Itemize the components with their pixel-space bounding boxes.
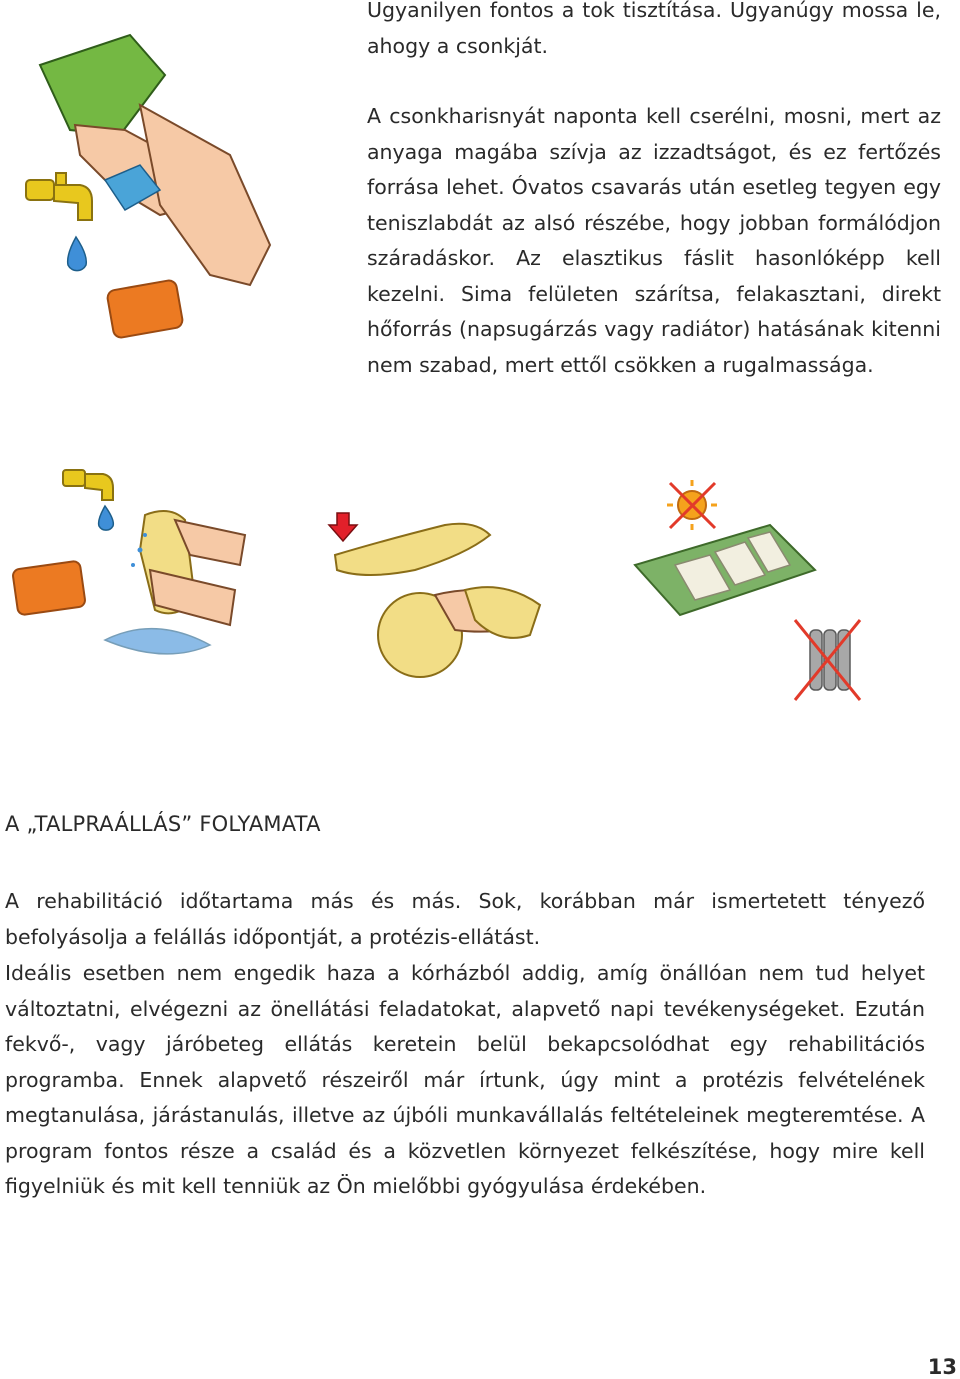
drying-flat-illustration <box>620 470 865 705</box>
stocking-care-paragraph: A csonkharisnyát naponta kell cserélni, mosni, mert az anyaga magába szívja az izzadtságot, és ez fertőzés forrása lehet. Óvatos csavarás után esetleg tegyen egy teniszlabdát az alsó részébe, hogy jobban formálódjon száradáskor. Az elasztikus fáslit hasonlóképp kell kezelni. Sima felületen szárítsa, felakasztani, direkt hőforrás (napsugárzás vagy radiátor) hatásának kitenni nem szabad, mert ettől csökken a rugalmassága. <box>367 104 941 377</box>
tennis-ball-stocking-illustration <box>325 495 585 695</box>
section-heading: A „TALPRAÁLLÁS” FOLYAMATA <box>5 812 321 836</box>
page-number: 13 <box>927 1355 957 1379</box>
intro-paragraph: Ugyanilyen fontos a tok tisztítása. Ugyanúgy mossa le, ahogy a csonkját. <box>367 0 941 58</box>
washing-stump-illustration <box>0 15 300 365</box>
rehab-program-paragraph: Ideális esetben nem engedik haza a kórházból addig, amíg önállóan nem tud helyet változtatni, elvégezni az önellátási feladatokat, alapvető napi tevékenységeket. Ezután fekvő-, vagy járóbeteg ellátás keretein belül bekapcsolódhat egy rehabilitációs programba. Ennek alapvető részeiről már írtunk, úgy mint a protézis felvételének megtanulása, járástanulás, illetve az újbóli munkavállalás feltételeinek megteremtése. A program fontos része a család és a közvetlen környezet felkészítése, hogy mire kell figyelniük és mit kell tenniük az Ön mielőbbi gyógyulása érdekében. <box>5 961 925 1198</box>
washing-stocking-illustration <box>5 440 265 690</box>
rehab-duration-paragraph: A rehabilitáció időtartama más és más. Sok, korábban már ismertetett tényező befolyásolja a felállás időpontját, a protézis-ellátást. <box>5 889 925 949</box>
